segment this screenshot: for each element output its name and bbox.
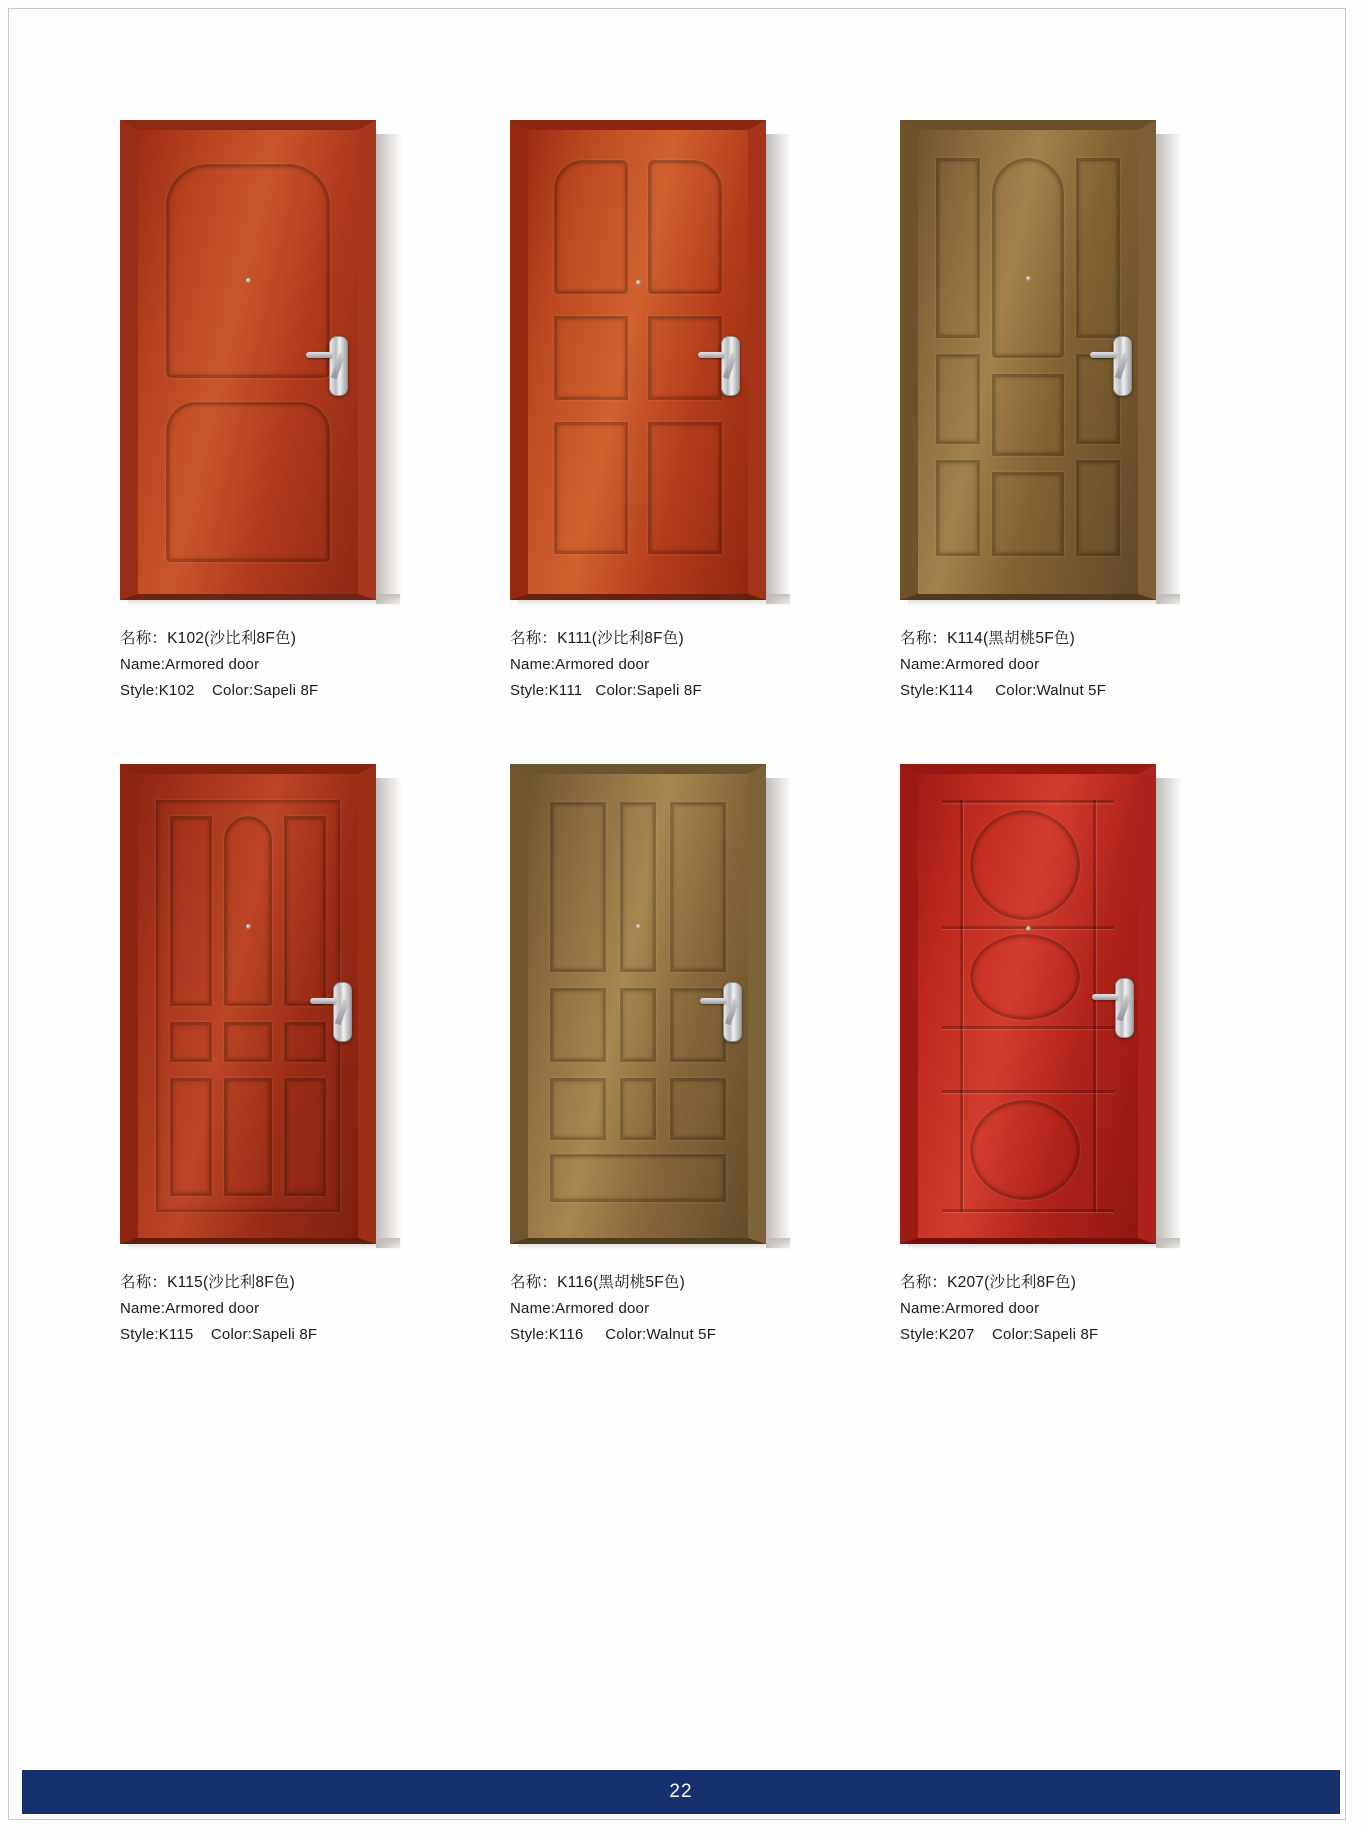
product-name-en: Name:Armored door [900,1300,1040,1317]
product-style-color: Style:K102 Color:Sapeli 8F [120,682,319,699]
door-panel [670,1078,726,1140]
product-style-color: Style:K114 Color:Walnut 5F [900,682,1107,699]
product-grid-container [100,120,1270,1348]
product-name-cn: 名称：K114(黑胡桃5F色) [900,630,1075,647]
door-panel [284,816,326,1006]
peephole-icon [636,924,641,929]
door-handle-lever [310,998,336,1004]
door-panel [648,422,722,554]
door-panel [166,402,330,562]
door-leaf [528,774,748,1238]
product-caption [120,626,490,704]
peephole-icon [1026,276,1031,281]
product-name-en: Name:Armored door [900,656,1040,673]
door-panel [224,1022,272,1062]
door-panel [992,158,1064,358]
door-panel [550,802,606,972]
product-name-en: Name:Armored door [510,656,650,673]
door-panel [550,988,606,1062]
door-handle-plate [1113,336,1132,396]
door-groove [942,800,1114,803]
door-leaf [918,130,1138,594]
product-name-cn: 名称：K111(沙比利8F色) [510,630,684,647]
door-handle-plate [721,336,740,396]
footer-tab [1220,1770,1340,1814]
product-cell[interactable] [490,764,880,1348]
door-graphic [510,764,766,1244]
door-groove [942,1090,1114,1093]
door-groove [1093,800,1096,1212]
door-panel [550,1078,606,1140]
door-shadow [1156,778,1182,1248]
product-caption [120,1270,490,1348]
product-style-color: Style:K116 Color:Walnut 5F [510,1326,717,1343]
door-handle-lever [700,998,726,1004]
door-panel [970,1100,1080,1200]
door-handle-plate [329,336,348,396]
door-panel [620,1078,656,1140]
door-panel [170,1078,212,1196]
door-handle-lever [698,352,724,358]
door-panel [166,164,330,378]
peephole-icon [246,924,251,929]
door-graphic [900,120,1156,600]
door-panel [224,1078,272,1196]
product-cell[interactable] [100,120,490,704]
door-panel [284,1078,326,1196]
door-leaf [918,774,1138,1238]
door-groove [942,1026,1114,1029]
door-image-k114 [900,120,1200,610]
door-leaf [138,774,358,1238]
door-panel [170,816,212,1006]
product-style-color: Style:K115 Color:Sapeli 8F [120,1326,318,1343]
page-footer [22,1770,1340,1814]
door-panel [620,988,656,1062]
door-panel [224,816,272,1006]
door-shadow [376,134,402,604]
door-handle-lever [1090,352,1116,358]
door-panel [936,354,980,444]
door-image-k102 [120,120,420,610]
door-panel [554,316,628,400]
product-caption [510,626,880,704]
door-panel [670,802,726,972]
door-graphic [120,764,376,1244]
door-leaf [138,130,358,594]
door-panel [992,472,1064,556]
door-panel [1076,158,1120,338]
door-panel [936,158,980,338]
product-name-en: Name:Armored door [120,656,260,673]
door-graphic [900,764,1156,1244]
door-shadow [1156,134,1182,604]
product-name-cn: 名称：K115(沙比利8F色) [120,1274,295,1291]
door-panel [1076,460,1120,556]
product-name-cn: 名称：K102(沙比利8F色) [120,630,297,647]
door-graphic [510,120,766,600]
door-panel [992,374,1064,456]
product-style-color: Style:K111 Color:Sapeli 8F [510,682,702,699]
door-handle-plate [1115,978,1134,1038]
door-panel [170,1022,212,1062]
door-panel [936,460,980,556]
door-handle-lever [306,352,332,358]
door-groove [960,800,963,1212]
door-panel [550,1154,726,1202]
door-handle-lever [1092,994,1118,1000]
product-caption [510,1270,880,1348]
door-panel [648,316,722,400]
door-image-k207 [900,764,1200,1254]
door-image-k115 [120,764,420,1254]
product-name-cn: 名称：K116(黑胡桃5F色) [510,1274,685,1291]
door-panel [554,422,628,554]
door-panel [284,1022,326,1062]
door-panel [970,810,1080,920]
product-cell[interactable] [880,120,1270,704]
product-name-cn: 名称：K207(沙比利8F色) [900,1274,1077,1291]
door-panel [970,934,1080,1020]
door-shadow [766,778,792,1248]
product-grid [100,120,1270,1348]
door-panel [648,160,722,294]
peephole-icon [246,278,251,283]
product-style-color: Style:K207 Color:Sapeli 8F [900,1326,1099,1343]
door-image-k116 [510,764,810,1254]
product-cell[interactable] [100,764,490,1348]
door-panel [554,160,628,294]
peephole-icon [1026,926,1031,931]
product-caption [900,1270,1270,1348]
page-number: 22 [669,1781,693,1802]
door-shadow [766,134,792,604]
product-cell[interactable] [880,764,1270,1348]
product-cell[interactable] [490,120,880,704]
product-name-en: Name:Armored door [120,1300,260,1317]
door-groove [942,1209,1114,1212]
door-shadow [376,778,402,1248]
door-graphic [120,120,376,600]
door-handle-plate [723,982,742,1042]
door-handle-plate [333,982,352,1042]
peephole-icon [636,280,641,285]
product-name-en: Name:Armored door [510,1300,650,1317]
door-leaf [528,130,748,594]
door-panel [620,802,656,972]
product-caption [900,626,1270,704]
door-image-k111 [510,120,810,610]
